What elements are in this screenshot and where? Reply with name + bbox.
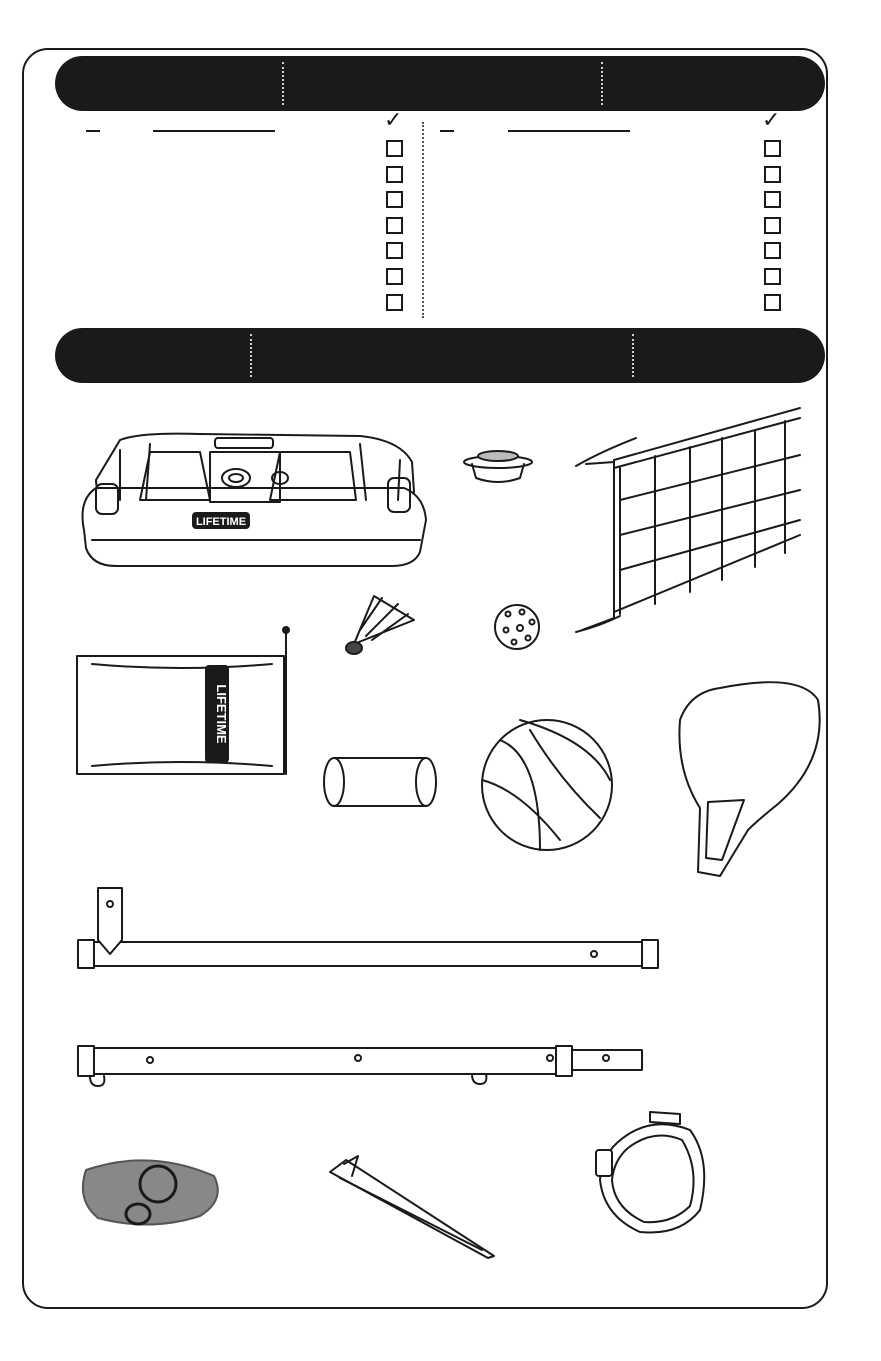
lower-pole-icon bbox=[78, 1046, 642, 1086]
volleyball-icon bbox=[482, 720, 612, 850]
base-logo: LIFETIME bbox=[195, 516, 247, 528]
stake-icon bbox=[330, 1156, 494, 1258]
bag-logo: LIFETIME bbox=[214, 684, 229, 744]
shuttlecock-icon bbox=[346, 596, 414, 654]
rope-icon bbox=[83, 1160, 218, 1224]
bag-icon bbox=[77, 627, 289, 774]
checkmark-header: ✓ bbox=[384, 108, 403, 133]
wiffle-ball-icon bbox=[495, 605, 539, 649]
base-icon bbox=[83, 434, 427, 566]
paddle-icon bbox=[679, 682, 819, 876]
sleeve-icon bbox=[324, 758, 436, 806]
checkmark-header: ✓ bbox=[762, 108, 781, 133]
net-icon bbox=[576, 408, 800, 632]
upper-pole-icon bbox=[78, 888, 658, 968]
cap-icon bbox=[464, 451, 532, 482]
strap-icon bbox=[596, 1112, 704, 1233]
